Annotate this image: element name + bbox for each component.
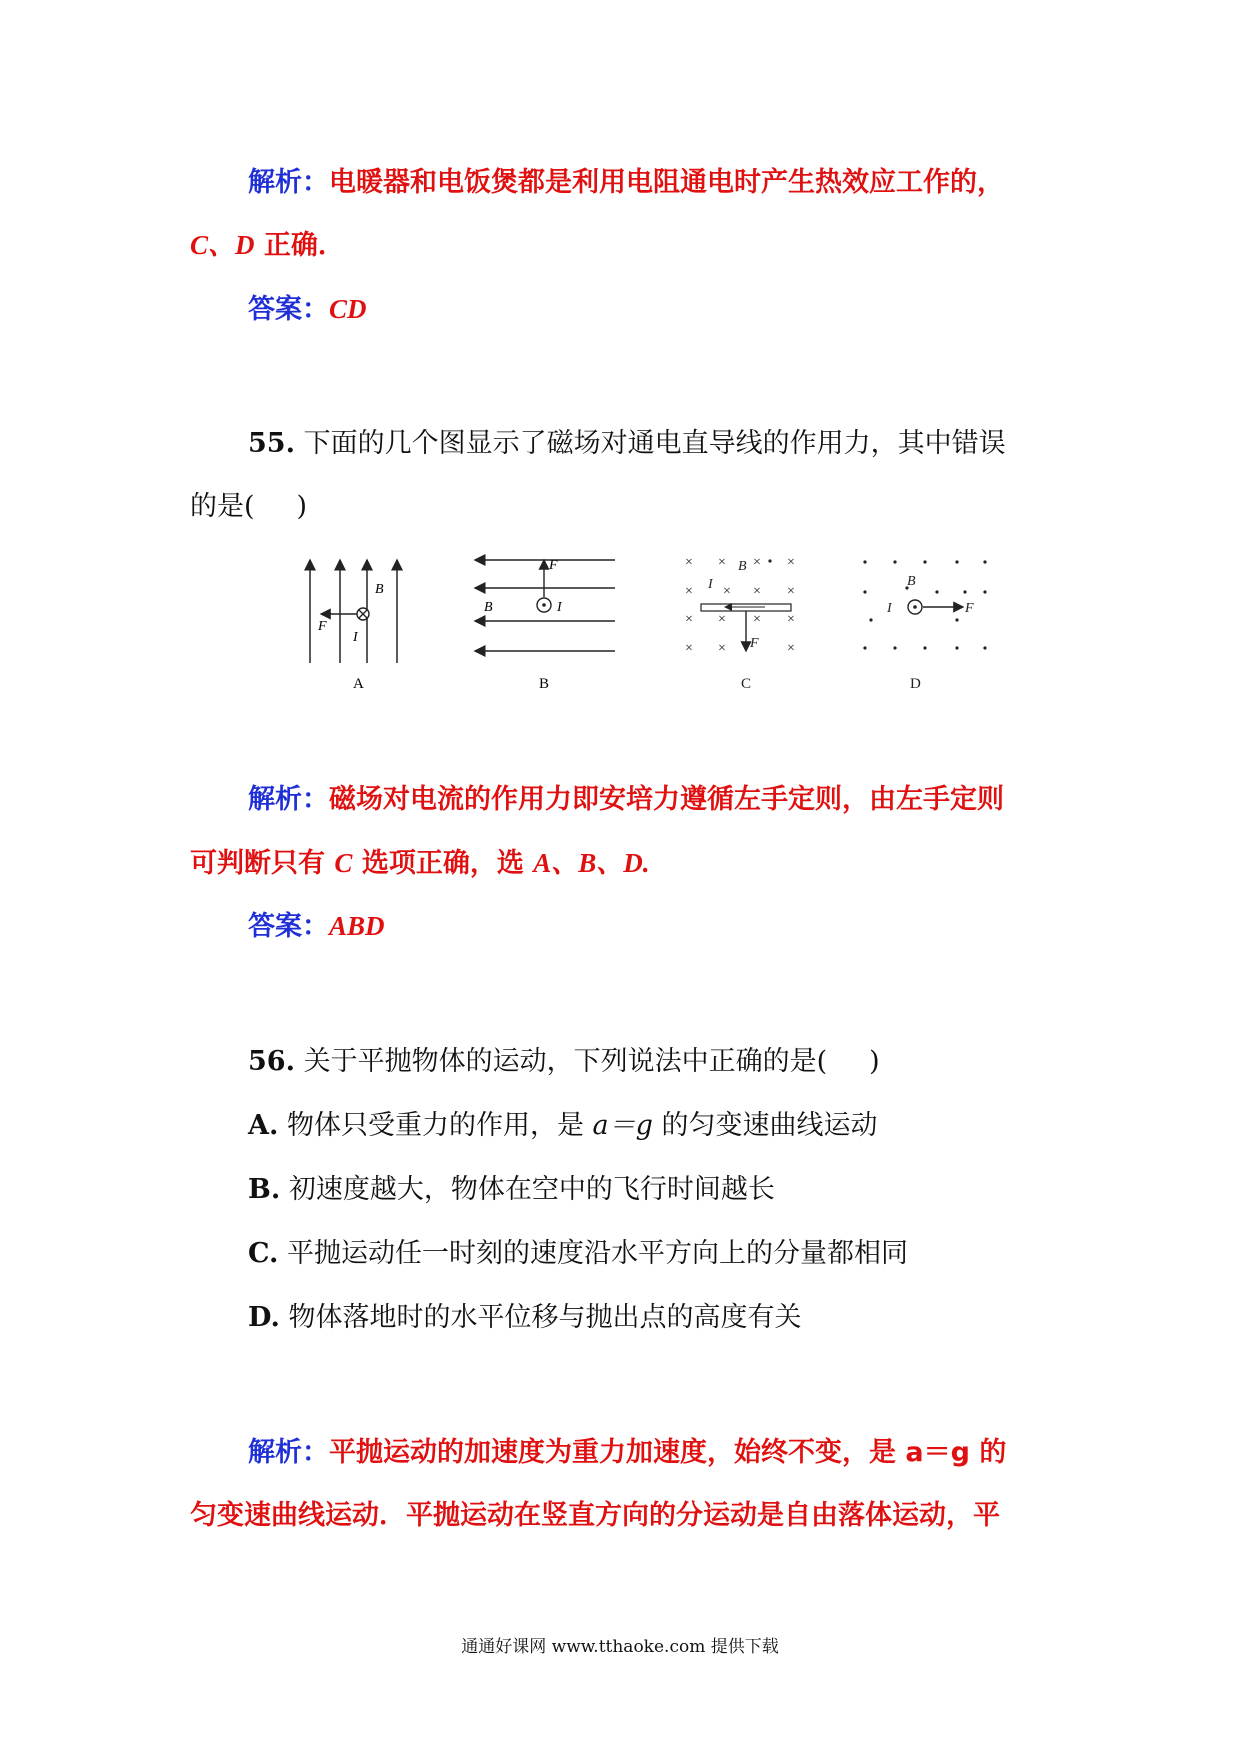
q55-answer-label: 答案： — [248, 911, 329, 942]
panel-c-label-b: B — [738, 559, 747, 574]
q56-option-d-letter: D. — [248, 1302, 280, 1333]
q55-analysis-text1: 磁场对电流的作用力即安培力遵循左手定则，由左手定则 — [329, 784, 1004, 815]
panel-a-caption: A — [353, 676, 364, 692]
panel-a-label-b: B — [375, 582, 384, 597]
q54-answer-label: 答案： — [248, 294, 329, 325]
svg-text:×: × — [753, 612, 761, 627]
panel-c-label-f: F — [750, 636, 759, 651]
q55-analysis-label: 解析： — [248, 784, 329, 815]
q56-option-d-text: 物体落地时的水平位移与抛出点的高度有关 — [279, 1302, 802, 1333]
q56-stem-text: 关于平抛物体的运动，下列说法中正确的是( — [294, 1046, 828, 1077]
q55-stem-text1: 下面的几个图显示了磁场对通电直导线的作用力，其中错误 — [294, 428, 1006, 459]
panel-a-label-f: F — [318, 619, 327, 634]
svg-text:×: × — [718, 641, 726, 656]
q56-option-a — [248, 1106, 878, 1146]
q55-analysis-opts: A、B、D. — [533, 848, 650, 878]
q54-analysis-text2: 正确． — [254, 230, 345, 261]
panel-a-label-i: I — [353, 630, 358, 645]
svg-text:×: × — [718, 555, 726, 570]
q54-analysis-label: 解析： — [248, 167, 329, 198]
q56-stem-close: ) — [869, 1046, 880, 1077]
q56-option-c-text: 平抛运动任一时刻的速度沿水平方向上的分量都相同 — [278, 1238, 909, 1269]
q55-stem-close: ) — [296, 491, 308, 522]
q56-option-b-letter: B. — [248, 1174, 281, 1205]
q56-stem — [248, 1042, 880, 1082]
q55-analysis-text2a: 可判断只有 — [190, 848, 335, 879]
q54-analysis-line1 — [248, 163, 1004, 203]
q54-answer — [248, 289, 367, 330]
panel-b — [475, 558, 615, 692]
svg-text:×: × — [753, 584, 761, 599]
panel-d-label-f: F — [965, 601, 974, 616]
q55-analysis-text2b: 选项正确，选 — [352, 848, 534, 879]
svg-text:×: × — [685, 612, 693, 627]
q54-answer-value: CD — [329, 294, 367, 324]
q55-answer-value: ABD — [329, 911, 385, 941]
panel-d-label-i: I — [887, 601, 892, 616]
q55-analysis-c: C — [334, 848, 353, 878]
q55-analysis-line1 — [248, 780, 1004, 820]
svg-text:×: × — [723, 584, 731, 599]
q56-option-a-pre: 物体只受重力的作用，是 — [278, 1110, 593, 1141]
q56-option-b-text: 初速度越大，物体在空中的飞行时间越长 — [280, 1174, 775, 1205]
q55-number: 55. — [248, 428, 295, 459]
svg-text:×: × — [685, 584, 693, 599]
q56-analysis-text2: 匀变速曲线运动．平抛运动在竖直方向的分运动是自由落体运动，平 — [190, 1500, 1000, 1531]
svg-text:×: × — [787, 641, 795, 656]
q56-analysis-text1: 平抛运动的加速度为重力加速度，始终不变，是 a＝g 的 — [329, 1437, 1007, 1468]
q56-option-d — [248, 1298, 801, 1338]
svg-text:×: × — [787, 555, 795, 570]
q55-figure — [295, 548, 1005, 698]
panel-d-caption: D — [910, 676, 921, 692]
svg-text:×: × — [685, 555, 693, 570]
q56-analysis-line1 — [248, 1433, 1006, 1473]
q56-option-b — [248, 1170, 775, 1210]
q55-stem-line1 — [248, 424, 1006, 464]
panel-d-label-b: B — [907, 574, 916, 589]
svg-text:×: × — [753, 555, 761, 570]
q54-analysis-line2 — [190, 225, 345, 266]
page-footer: 通通好课网 www.tthaoke.com 提供下载 — [461, 1637, 779, 1657]
q56-option-a-letter: A. — [248, 1110, 279, 1141]
panel-d — [768, 559, 986, 692]
magnetic-field-out-of-page-dots — [768, 559, 986, 649]
panel-c-label-i: I — [708, 577, 713, 592]
panel-b-label-i: I — [557, 600, 562, 615]
q54-analysis-options: C、D — [190, 230, 255, 260]
q55-stem-text2: 的是( — [190, 491, 255, 522]
q56-option-a-post: 的匀变速曲线运动 — [652, 1110, 878, 1141]
panel-a — [310, 560, 397, 692]
q56-option-c-letter: C. — [248, 1238, 279, 1269]
svg-text:×: × — [787, 612, 795, 627]
q55-analysis-line2 — [190, 843, 650, 884]
svg-text:×: × — [685, 641, 693, 656]
q56-option-a-formula: a＝g — [592, 1110, 653, 1141]
q56-number: 56. — [248, 1046, 295, 1077]
panel-c-caption: C — [741, 676, 752, 692]
panel-b-label-b: B — [484, 600, 493, 615]
q54-analysis-text1: 电暖器和电饭煲都是利用电阻通电时产生热效应工作的， — [329, 167, 1004, 198]
panel-b-caption: B — [539, 676, 550, 692]
q56-option-c — [248, 1234, 908, 1274]
q56-analysis-line2 — [190, 1496, 1000, 1536]
q55-answer — [248, 906, 385, 947]
q56-analysis-label: 解析： — [248, 1437, 329, 1468]
q55-stem-line2 — [190, 487, 307, 527]
svg-text:×: × — [718, 612, 726, 627]
panel-c — [685, 555, 795, 692]
panel-b-label-f: F — [549, 558, 558, 573]
svg-text:×: × — [787, 584, 795, 599]
